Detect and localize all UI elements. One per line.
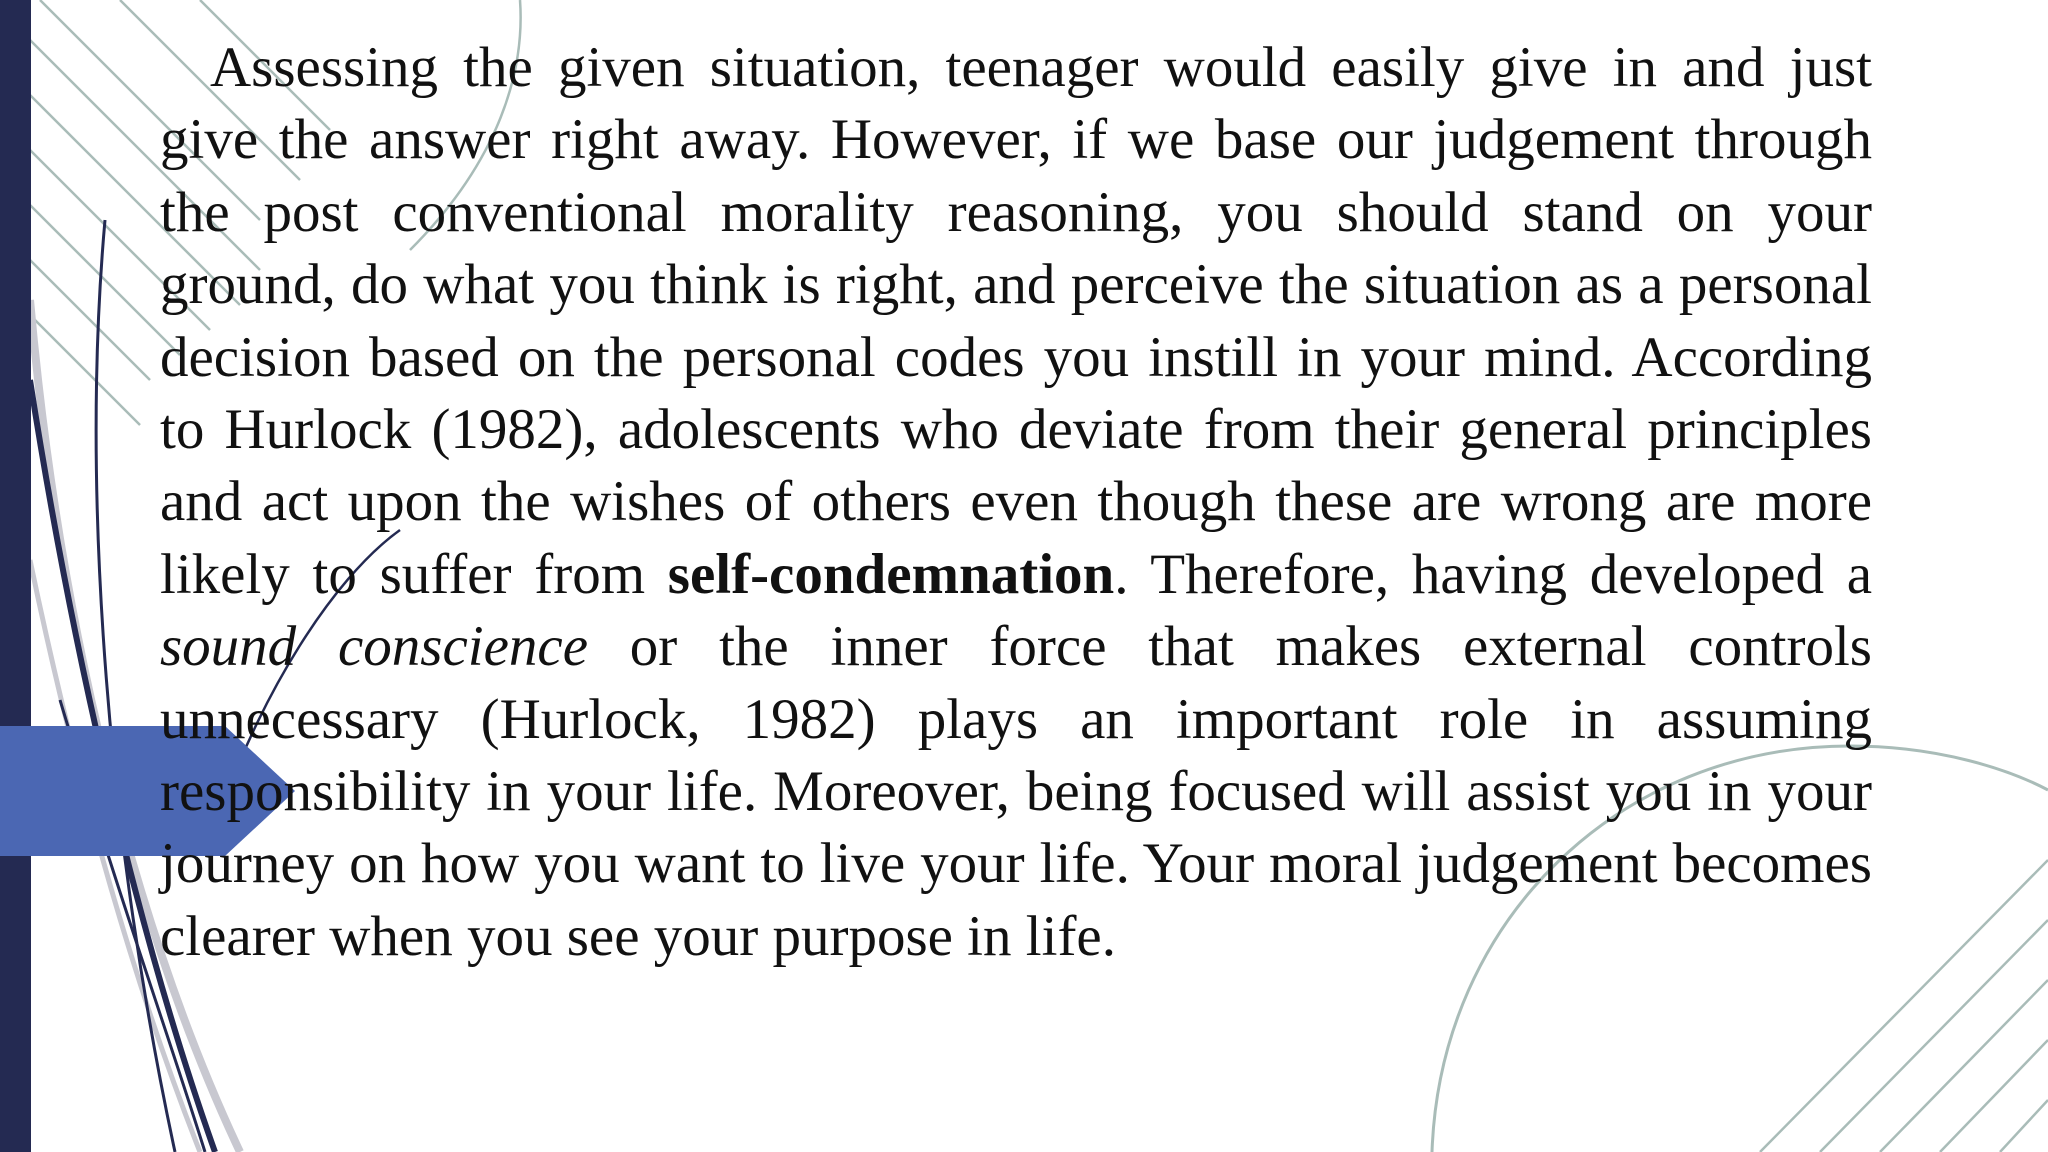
paragraph-text-3: or the inner force that makes external controls unnecessary (Hurlock, 1982) plays an important role in assuming responsibility in your life. Moreover, being focused will assist you in your journey on how you want to live your life. Your moral judgement becomes clearer when you see your purpose in life.	[160, 615, 1872, 968]
paragraph-text-2: . Therefore, having developed a	[1114, 542, 1872, 606]
italic-term-sound-conscience: sound conscience	[160, 615, 588, 679]
paragraph-text-1: Assessing the given situation, teenager would easily give in and just give the answer right away. However, if we base our judgement through the post conventional morality reasoning, you should stand on your ground, do what you think is right, and perceive the situation as a personal decision based on the personal codes you instill in your mind. According to Hurlock (1982), adolescents who deviate from their general principles and act upon the wishes of others even though these are wrong are more likely to suffer from	[160, 36, 1872, 606]
left-accent-bar	[0, 0, 31, 1152]
body-paragraph	[160, 32, 1872, 973]
bold-term-self-condemnation: self-condemnation	[667, 542, 1115, 606]
